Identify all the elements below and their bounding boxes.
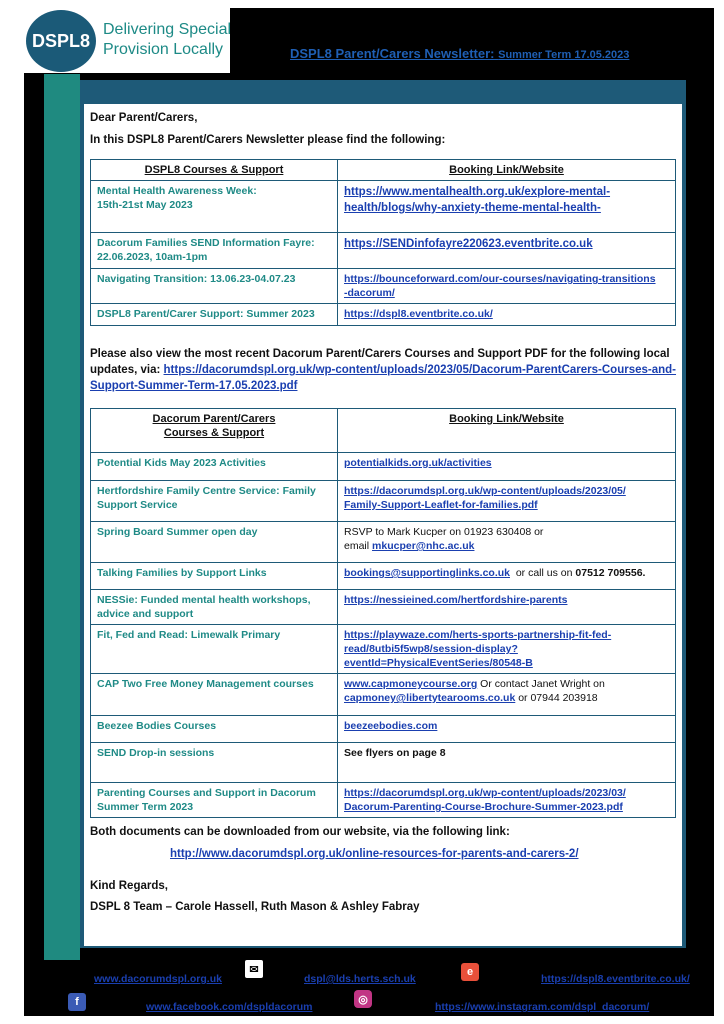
course-name: Spring Board Summer open day	[91, 522, 338, 563]
booking-link[interactable]: Family-Support-Leaflet-for-families.pdf	[344, 499, 538, 511]
table-header: Booking Link/Website	[338, 409, 676, 453]
course-name-line: DSPL8 Parent/Carer Support: Summer 2023	[97, 308, 315, 320]
course-name-line: Mental Health Awareness Week:	[97, 185, 257, 197]
table-row	[91, 674, 676, 716]
booking-link[interactable]: potentialkids.org.uk/activities	[344, 457, 492, 469]
booking-link[interactable]: Dacorum-Parenting-Course-Brochure-Summer-2023.pdf	[344, 801, 623, 813]
table-header: Booking Link/Website	[338, 160, 676, 181]
course-name: Talking Families by Support Links	[91, 563, 338, 590]
table-row	[91, 304, 676, 326]
dacorum-courses-table	[90, 408, 676, 818]
email-link[interactable]: bookings@supportinglinks.co.uk	[344, 567, 510, 579]
table-header	[91, 409, 338, 453]
table-row	[91, 453, 676, 481]
course-name-line: Dacorum Families SEND Information Fayre:	[97, 237, 315, 249]
updates-text: Please also view the most recent Dacorum Parent/Carers Courses and Support PDF for the following local updates, via:	[90, 348, 670, 376]
dspl8-courses-table	[90, 159, 676, 326]
footer-instagram-link[interactable]: https://www.instagram.com/dspl_dacorum/	[435, 1001, 650, 1013]
table-row	[91, 625, 676, 674]
course-name: CAP Two Free Money Management courses	[91, 674, 338, 716]
email-link[interactable]: mkucper@nhc.ac.uk	[372, 540, 475, 552]
booking-link[interactable]: https://dacorumdspl.org.uk/wp-content/uploads/2023/03/	[344, 787, 626, 799]
logo-line-2: Provision Locally	[103, 41, 224, 58]
header-line: Dacorum Parent/Carers	[152, 413, 276, 425]
course-name	[91, 783, 338, 818]
course-name	[91, 181, 338, 233]
course-name: Potential Kids May 2023 Activities	[91, 453, 338, 481]
booking-link[interactable]: beezeebodies.com	[344, 720, 438, 732]
updates-pdf-link[interactable]: https://dacorumdspl.org.uk/wp-content/uploads/2023/05/Dacorum-ParentCarers-Courses-and-Support-Summer-Term-17.05.2023.pdf	[90, 364, 677, 392]
resources-link[interactable]: http://www.dacorumdspl.org.uk/online-resources-for-parents-and-carers-2/	[170, 848, 579, 860]
phone-text: or 07944 203918	[518, 692, 598, 704]
newsletter-body	[84, 104, 682, 946]
download-text: Both documents can be downloaded from our website, via the following link:	[90, 826, 510, 838]
logo-abbrev: DSPL8	[31, 30, 91, 51]
booking-cell	[338, 563, 676, 590]
course-name	[91, 590, 338, 625]
course-name: Beezee Bodies Courses	[91, 716, 338, 743]
table-row	[91, 522, 676, 563]
booking-cell	[338, 269, 676, 304]
footer-email-link[interactable]: dspl@lds.herts.sch.uk	[304, 973, 416, 985]
course-name	[91, 304, 338, 326]
booking-link[interactable]: https://bounceforward.com/our-courses/navigating-transitions	[344, 273, 656, 285]
call-text: or call us on	[515, 567, 573, 579]
email-icon: ✉	[245, 960, 263, 978]
course-name	[91, 269, 338, 304]
booking-cell	[338, 625, 676, 674]
greeting: Dear Parent/Carers,	[90, 112, 198, 124]
booking-link[interactable]: https://dspl8.eventbrite.co.uk/	[344, 308, 493, 320]
footer-eventbrite-link[interactable]: https://dspl8.eventbrite.co.uk/	[541, 973, 690, 985]
booking-cell	[338, 481, 676, 522]
newsletter-title	[290, 46, 629, 61]
phone-number: 07512 709556.	[575, 567, 646, 579]
teal-side-bar	[44, 74, 80, 960]
course-name-line: Support Service	[97, 499, 178, 511]
booking-cell	[338, 743, 676, 783]
dspl8-logo	[26, 10, 96, 72]
table-row	[91, 783, 676, 818]
instagram-icon: ◎	[354, 990, 372, 1008]
booking-cell	[338, 453, 676, 481]
course-name: SEND Drop-in sessions	[91, 743, 338, 783]
course-name-line: 22.06.2023, 10am-1pm	[97, 251, 208, 263]
booking-cell	[338, 674, 676, 716]
table-row	[91, 590, 676, 625]
table-row	[91, 716, 676, 743]
course-name-line: 15th-21st May 2023	[97, 199, 193, 211]
booking-cell	[338, 233, 676, 269]
course-name-line: Summer Term 2023	[97, 801, 194, 813]
booking-link[interactable]: -dacorum/	[344, 287, 395, 299]
booking-link[interactable]: read/8utbi5f5wp8/session-display?	[344, 643, 518, 655]
team-signature: DSPL 8 Team – Carole Hassell, Ruth Mason & Ashley Fabray	[90, 901, 420, 913]
booking-cell	[338, 716, 676, 743]
newsletter-title-main: DSPL8 Parent/Carers Newsletter:	[290, 46, 495, 61]
regards: Kind Regards,	[90, 880, 168, 892]
table-row	[91, 481, 676, 522]
course-name	[91, 481, 338, 522]
booking-cell	[338, 783, 676, 818]
logo-tagline	[103, 20, 231, 60]
course-name-line: Parenting Courses and Support in Dacorum	[97, 787, 316, 799]
footer-website-link[interactable]: www.dacorumdspl.org.uk	[94, 973, 222, 985]
updates-paragraph	[90, 346, 676, 394]
booking-link[interactable]: https://playwaze.com/herts-sports-partnership-fit-fed-	[344, 629, 612, 641]
booking-link[interactable]: https://nessieined.com/hertfordshire-parents	[344, 594, 568, 606]
booking-link[interactable]: https://SENDinfofayre220623.eventbrite.co.uk	[344, 238, 593, 250]
newsletter-date: Summer Term 17.05.2023	[498, 49, 630, 61]
course-name-line: Hertfordshire Family Centre Service: Family	[97, 485, 316, 497]
table-row	[91, 743, 676, 783]
footer-facebook-link[interactable]: www.facebook.com/dspldacorum	[146, 1001, 313, 1013]
booking-cell	[338, 304, 676, 326]
course-name-line: advice and support	[97, 608, 194, 620]
table-header-row	[91, 409, 676, 453]
table-row	[91, 563, 676, 590]
course-name-line: Navigating Transition: 13.06.23-04.07.23	[97, 273, 296, 285]
table-header-row	[91, 160, 676, 181]
eventbrite-icon: e	[461, 963, 479, 981]
booking-link[interactable]: eventId=PhysicalEventSeries/80548-B	[344, 657, 533, 669]
facebook-icon: f	[68, 993, 86, 1011]
booking-link[interactable]: https://www.mentalhealth.org.uk/explore-mental-	[344, 186, 611, 198]
booking-cell	[338, 522, 676, 563]
flyers-note: See flyers on page 8	[344, 747, 446, 759]
booking-cell	[338, 181, 676, 233]
booking-cell	[338, 590, 676, 625]
table-header: DSPL8 Courses & Support	[91, 160, 338, 181]
contact-text: Or contact Janet Wright on	[480, 678, 605, 690]
booking-link[interactable]: health/blogs/why-anxiety-theme-mental-health-	[344, 202, 601, 214]
website-link[interactable]: www.capmoneycourse.org	[344, 678, 478, 690]
course-name	[91, 233, 338, 269]
table-row	[91, 233, 676, 269]
course-name-line: NESSie: Funded mental health workshops,	[97, 594, 311, 606]
table-row	[91, 181, 676, 233]
email-link[interactable]: capmoney@libertytearooms.co.uk	[344, 692, 516, 704]
intro-text: In this DSPL8 Parent/Carers Newsletter please find the following:	[90, 134, 446, 146]
booking-link[interactable]: https://dacorumdspl.org.uk/wp-content/uploads/2023/05/	[344, 485, 626, 497]
course-name: Fit, Fed and Read: Limewalk Primary	[91, 625, 338, 674]
table-row	[91, 269, 676, 304]
logo-line-1: Delivering Special	[103, 21, 232, 38]
email-label: email	[344, 540, 370, 552]
header-line: Courses & Support	[163, 427, 265, 439]
rsvp-text: RSVP to Mark Kucper on 01923 630408 or	[344, 526, 544, 538]
